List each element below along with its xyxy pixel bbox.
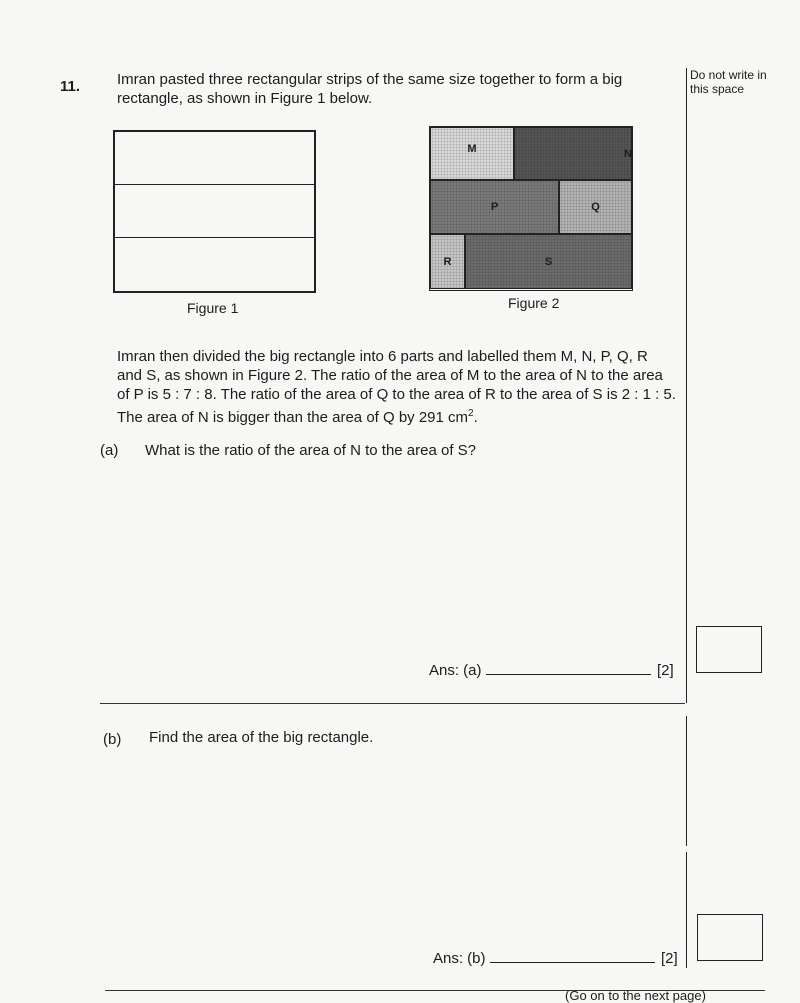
margin-note: Do not write in this space: [690, 68, 767, 96]
mark-box-b: [697, 914, 763, 961]
divider: [100, 703, 685, 704]
part-a-label: (a): [100, 442, 119, 459]
figure-2: [429, 126, 633, 291]
part-Q: Q: [559, 180, 632, 234]
part-a-question: What is the ratio of the area of N to the area of S?: [145, 442, 477, 459]
part-b-label: (b): [103, 731, 122, 748]
part-P: P: [430, 180, 559, 234]
margin-line: [686, 68, 687, 703]
part-N: N: [514, 127, 632, 180]
question-body: Imran then divided the big rectangle into 6 parts and labelled them M, N, P, Q, R and S, as shown in Figure 2. The ratio of the area of M to the area of N to the area of P is 5 : 7 : 8. The ratio of the area of Q to the area of R to the area of S is 2 : 1 : 5. The area of N is bigger than the area of Q by 291 $cm^2$.: [117, 348, 676, 426]
margin-line: [686, 716, 687, 846]
part-S: S: [465, 234, 632, 289]
mark-box-a: [696, 626, 762, 673]
figure-1: [113, 130, 316, 293]
strip-2: [115, 185, 314, 238]
question-intro: Imran pasted three rectangular strips of the same size together to form a big rectangle, as shown in Figure 1 below.: [117, 71, 623, 107]
part-R: R: [430, 234, 465, 289]
figure-1-caption: Figure 1: [187, 300, 239, 316]
part-b-question: Find the area of the big rectangle.: [149, 729, 374, 746]
part-b-marks: [2]: [661, 950, 678, 967]
part-M: M: [430, 127, 514, 180]
answer-blank-b[interactable]: [490, 950, 655, 963]
footer-note: (Go on to the next page): [565, 988, 706, 1003]
part-b-answer-line: Ans: (b): [433, 950, 655, 967]
strip-3: [115, 238, 314, 291]
answer-blank-a[interactable]: [486, 662, 651, 675]
strip-1: [115, 132, 314, 185]
question-number: 11.: [60, 78, 81, 95]
margin-line: [686, 852, 687, 968]
part-a-answer-line: Ans: (a): [429, 662, 651, 679]
part-a-marks: [2]: [657, 662, 674, 679]
figure-2-caption: Figure 2: [508, 295, 560, 311]
